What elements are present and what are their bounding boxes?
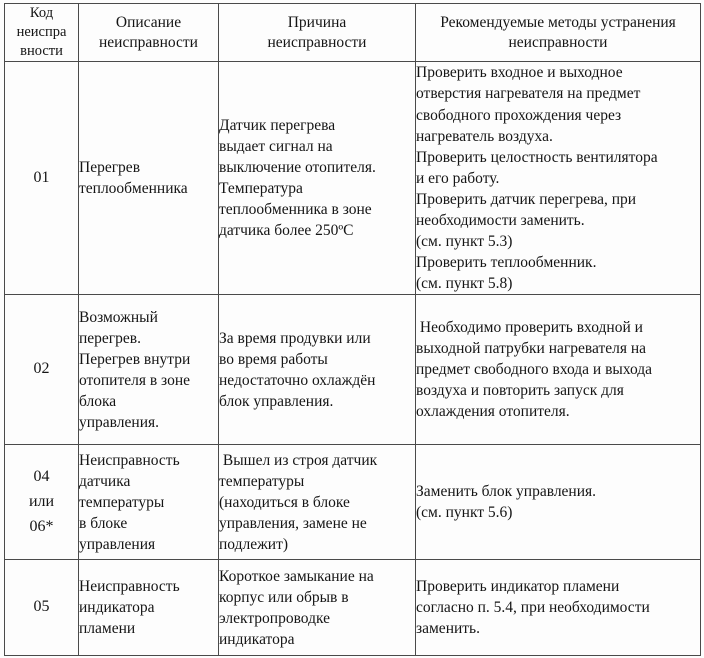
- cell-description: Неисправность датчика температуры в блоке управления: [79, 445, 219, 560]
- table-row: [5, 445, 701, 560]
- table-row: [5, 560, 701, 656]
- cell-remedy: Проверить входное и выходное отверстия нагревателя на предмет свободного прохождения через нагреватель воздуха. Проверить целостность вентилятора и его работу. Проверить датчик перегрева, при необходимости заменить. (см. пункт 5.3) Проверить теплообменник. (см. пункт 5.8): [416, 62, 701, 295]
- table-header: [5, 4, 701, 62]
- table-row: [5, 62, 701, 295]
- cell-cause: Короткое замыкание на корпус или обрыв в электропроводке индикатора: [219, 560, 416, 656]
- column-header-remedy: Рекомендуемые методы устранения неисправности: [416, 4, 701, 62]
- cell-remedy: Необходимо проверить входной и выходной патрубки нагревателя на предмет свободного входа и выхода воздуха и повторить запуск для охлаждения отопителя.: [416, 295, 701, 445]
- cell-fault-code: 01: [5, 62, 79, 295]
- cell-remedy: Заменить блок управления. (см. пункт 5.6): [416, 445, 701, 560]
- column-header-code: Код неиспра вности: [5, 4, 79, 62]
- cell-fault-code: 02: [5, 295, 79, 445]
- column-header-cause: Причина неисправности: [219, 4, 416, 62]
- cell-cause: Вышел из строя датчик температуры (находиться в блоке управления, замене не подлежит): [219, 445, 416, 560]
- cell-description: Перегрев теплообменника: [79, 62, 219, 295]
- cell-fault-code: 04 или 06*: [5, 445, 79, 560]
- cell-remedy: Проверить индикатор пламени согласно п. 5.4, при необходимости заменить.: [416, 560, 701, 656]
- fault-code-table: [4, 3, 701, 656]
- cell-fault-code: 05: [5, 560, 79, 656]
- cell-cause: Датчик перегрева выдает сигнал на выключение отопителя. Температура теплообменника в зоне датчика более 250ºC: [219, 62, 416, 295]
- cell-description: Неисправность индикатора пламени: [79, 560, 219, 656]
- cell-cause: За время продувки или во время работы недостаточно охлаждён блок управления.: [219, 295, 416, 445]
- cell-description: Возможный перегрев. Перегрев внутри отопителя в зоне блока управления.: [79, 295, 219, 445]
- table-header-row: [5, 4, 701, 62]
- column-header-description: Описание неисправности: [79, 4, 219, 62]
- table-body: [5, 62, 701, 656]
- table-row: [5, 295, 701, 445]
